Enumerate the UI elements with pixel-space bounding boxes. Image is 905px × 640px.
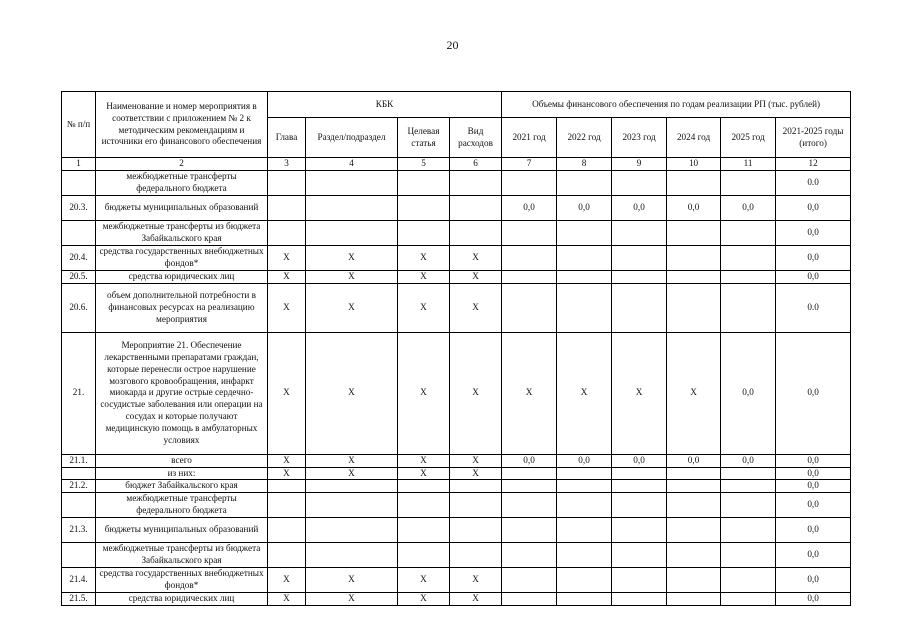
- kbk-cell: [450, 543, 502, 568]
- row-name: межбюджетные трансферты из бюджета Забайкальского края: [96, 543, 268, 568]
- year-cell: 0,0: [612, 195, 667, 220]
- year-cell: [667, 270, 721, 283]
- column-number: 3: [268, 158, 306, 171]
- table-row: [62, 245, 851, 270]
- kbk-cell: [306, 518, 398, 543]
- kbk-cell: [450, 518, 502, 543]
- kbk-cell: X: [398, 568, 450, 593]
- year-cell: [557, 467, 612, 480]
- year-cell: [667, 480, 721, 493]
- year-cell: 0,0: [721, 332, 776, 454]
- column-number: 2: [96, 158, 268, 171]
- row-num: [62, 467, 96, 480]
- total-cell: 0,0: [776, 270, 851, 283]
- year-cell: [612, 518, 667, 543]
- kbk-cell: X: [306, 283, 398, 332]
- year-cell: [557, 593, 612, 606]
- kbk-cell: [398, 543, 450, 568]
- year-cell: [667, 543, 721, 568]
- year-cell: [667, 467, 721, 480]
- kbk-cell: X: [450, 467, 502, 480]
- table-row: [62, 195, 851, 220]
- kbk-cell: X: [450, 332, 502, 454]
- row-name: из них:: [96, 467, 268, 480]
- kbk-cell: [450, 220, 502, 245]
- year-cell: X: [502, 332, 557, 454]
- year-cell: [721, 170, 776, 195]
- kbk-cell: X: [398, 332, 450, 454]
- row-num: 21.4.: [62, 568, 96, 593]
- kbk-cell: [306, 480, 398, 493]
- header-glava: Глава: [268, 118, 306, 158]
- row-num: 21.2.: [62, 480, 96, 493]
- table-row: [62, 270, 851, 283]
- year-cell: X: [612, 332, 667, 454]
- year-cell: [502, 493, 557, 518]
- kbk-cell: X: [306, 245, 398, 270]
- kbk-cell: [268, 480, 306, 493]
- total-cell: 0.0: [776, 170, 851, 195]
- header-y2025: 2025 год: [721, 118, 776, 158]
- year-cell: [502, 220, 557, 245]
- page-number: 20: [446, 38, 459, 52]
- row-name: межбюджетные трансферты федерального бюджета: [96, 493, 268, 518]
- column-number: 8: [557, 158, 612, 171]
- kbk-cell: X: [450, 454, 502, 467]
- year-cell: 0,0: [667, 195, 721, 220]
- total-cell: 0,0: [776, 245, 851, 270]
- row-name: межбюджетные трансферты федерального бюджета: [96, 170, 268, 195]
- year-cell: [721, 467, 776, 480]
- year-cell: [667, 568, 721, 593]
- year-cell: [721, 593, 776, 606]
- kbk-cell: [398, 220, 450, 245]
- kbk-cell: X: [450, 568, 502, 593]
- kbk-cell: [450, 170, 502, 195]
- total-cell: 0,0: [776, 518, 851, 543]
- total-cell: 0,0: [776, 332, 851, 454]
- year-cell: [557, 220, 612, 245]
- row-name: средства юридических лиц: [96, 270, 268, 283]
- kbk-cell: [306, 493, 398, 518]
- table-row: [62, 493, 851, 518]
- year-cell: [557, 568, 612, 593]
- year-cell: 0,0: [502, 454, 557, 467]
- kbk-cell: [306, 543, 398, 568]
- year-cell: X: [667, 332, 721, 454]
- year-cell: [557, 543, 612, 568]
- kbk-cell: [398, 170, 450, 195]
- row-num: 20.5.: [62, 270, 96, 283]
- kbk-cell: [306, 220, 398, 245]
- kbk-cell: X: [398, 454, 450, 467]
- total-cell: 0,0: [776, 195, 851, 220]
- kbk-cell: X: [306, 454, 398, 467]
- year-cell: 0,0: [667, 454, 721, 467]
- finance-table: [61, 91, 851, 606]
- year-cell: [612, 270, 667, 283]
- year-cell: [557, 518, 612, 543]
- row-name: бюджеты муниципальных образований: [96, 195, 268, 220]
- year-cell: [612, 543, 667, 568]
- column-number: 6: [450, 158, 502, 171]
- year-cell: [502, 270, 557, 283]
- year-cell: [612, 568, 667, 593]
- year-cell: [721, 245, 776, 270]
- column-number: 5: [398, 158, 450, 171]
- year-cell: [721, 220, 776, 245]
- year-cell: [502, 543, 557, 568]
- year-cell: [502, 467, 557, 480]
- year-cell: [612, 283, 667, 332]
- year-cell: [502, 518, 557, 543]
- header-razdel: Раздел/подраздел: [306, 118, 398, 158]
- year-cell: 0,0: [612, 454, 667, 467]
- kbk-cell: [306, 195, 398, 220]
- year-cell: [557, 283, 612, 332]
- row-name: бюджеты муниципальных образований: [96, 518, 268, 543]
- kbk-cell: [398, 480, 450, 493]
- kbk-cell: X: [306, 593, 398, 606]
- year-cell: [721, 518, 776, 543]
- total-cell: 0,0: [776, 543, 851, 568]
- header-num: № п/п: [62, 92, 96, 158]
- year-cell: [557, 270, 612, 283]
- row-name: объем дополнительной потребности в финансовых ресурсах на реализацию мероприятия: [96, 283, 268, 332]
- kbk-cell: X: [306, 270, 398, 283]
- year-cell: 0,0: [557, 454, 612, 467]
- header-volumes: Объемы финансового обеспечения по годам реализации РП (тыс. рублей): [502, 92, 851, 118]
- year-cell: [721, 270, 776, 283]
- year-cell: [612, 480, 667, 493]
- row-num: 20.3.: [62, 195, 96, 220]
- kbk-cell: [268, 220, 306, 245]
- year-cell: [667, 170, 721, 195]
- kbk-cell: [306, 170, 398, 195]
- kbk-cell: X: [268, 593, 306, 606]
- row-name: средства юридических лиц: [96, 593, 268, 606]
- year-cell: [721, 480, 776, 493]
- header-y2024: 2024 год: [667, 118, 721, 158]
- row-name: Мероприятие 21. Обеспечение лекарственными препаратами граждан, которые перенесли острое нарушение мозгового кровообращения, инфаркт миокарда и другие острые сердечно-сосудистые заболевания или операции на сосудах и которые получают медицинскую помощь в амбулаторных условиях: [96, 332, 268, 454]
- total-cell: 0,0: [776, 568, 851, 593]
- year-cell: [502, 170, 557, 195]
- kbk-cell: [398, 493, 450, 518]
- total-cell: 0,0: [776, 467, 851, 480]
- header-kbk: КБК: [268, 92, 502, 118]
- table-row: [62, 568, 851, 593]
- year-cell: [557, 493, 612, 518]
- year-cell: [667, 593, 721, 606]
- kbk-cell: X: [450, 593, 502, 606]
- table-row: [62, 332, 851, 454]
- kbk-cell: X: [450, 283, 502, 332]
- year-cell: [612, 467, 667, 480]
- kbk-cell: [268, 170, 306, 195]
- header-vid: Вид расходов: [450, 118, 502, 158]
- row-num: [62, 493, 96, 518]
- total-cell: 0.0: [776, 283, 851, 332]
- table-row: [62, 170, 851, 195]
- table-row: [62, 518, 851, 543]
- kbk-cell: X: [450, 245, 502, 270]
- kbk-cell: X: [268, 332, 306, 454]
- kbk-cell: X: [398, 593, 450, 606]
- year-cell: [612, 170, 667, 195]
- year-cell: 0,0: [502, 195, 557, 220]
- table-row: [62, 467, 851, 480]
- table-row: [62, 220, 851, 245]
- kbk-cell: [268, 195, 306, 220]
- row-num: [62, 543, 96, 568]
- table-row: [62, 593, 851, 606]
- year-cell: [557, 480, 612, 493]
- kbk-cell: X: [268, 454, 306, 467]
- row-name: межбюджетные трансферты из бюджета Забайкальского края: [96, 220, 268, 245]
- kbk-cell: [268, 493, 306, 518]
- kbk-cell: X: [306, 332, 398, 454]
- year-cell: [667, 518, 721, 543]
- year-cell: [502, 283, 557, 332]
- year-cell: [667, 220, 721, 245]
- kbk-cell: X: [398, 270, 450, 283]
- kbk-cell: X: [268, 270, 306, 283]
- kbk-cell: [450, 195, 502, 220]
- column-number: 9: [612, 158, 667, 171]
- kbk-cell: X: [268, 568, 306, 593]
- year-cell: [502, 480, 557, 493]
- year-cell: [721, 283, 776, 332]
- row-num: 21.3.: [62, 518, 96, 543]
- kbk-cell: X: [450, 270, 502, 283]
- year-cell: [721, 543, 776, 568]
- column-number: 10: [667, 158, 721, 171]
- row-num: 20.6.: [62, 283, 96, 332]
- year-cell: [612, 593, 667, 606]
- kbk-cell: X: [398, 467, 450, 480]
- kbk-cell: [398, 518, 450, 543]
- row-num: 20.4.: [62, 245, 96, 270]
- column-number: 12: [776, 158, 851, 171]
- row-name: бюджет Забайкальского края: [96, 480, 268, 493]
- year-cell: [667, 283, 721, 332]
- year-cell: [721, 568, 776, 593]
- kbk-cell: X: [268, 283, 306, 332]
- kbk-cell: [450, 493, 502, 518]
- header-y2023: 2023 год: [612, 118, 667, 158]
- row-name: средства государственных внебюджетных фондов*: [96, 245, 268, 270]
- row-name: средства государственных внебюджетных фондов*: [96, 568, 268, 593]
- year-cell: [502, 568, 557, 593]
- year-cell: [612, 493, 667, 518]
- row-name: всего: [96, 454, 268, 467]
- table-row: [62, 543, 851, 568]
- column-number: 11: [721, 158, 776, 171]
- total-cell: 0,0: [776, 220, 851, 245]
- kbk-cell: X: [398, 245, 450, 270]
- row-num: 21.: [62, 332, 96, 454]
- year-cell: [612, 220, 667, 245]
- header-y2021: 2021 год: [502, 118, 557, 158]
- header-celevaya: Целевая статья: [398, 118, 450, 158]
- total-cell: 0,0: [776, 593, 851, 606]
- column-number: 1: [62, 158, 96, 171]
- table-row: [62, 454, 851, 467]
- year-cell: X: [557, 332, 612, 454]
- kbk-cell: X: [398, 283, 450, 332]
- year-cell: 0,0: [721, 454, 776, 467]
- year-cell: 0,0: [557, 195, 612, 220]
- header-total: 2021-2025 годы (итого): [776, 118, 851, 158]
- kbk-cell: [450, 480, 502, 493]
- kbk-cell: [268, 518, 306, 543]
- header-name: Наименование и номер мероприятия в соответствии с приложением № 2 к методическим рекомендациям и источники его финансового обеспечения: [96, 92, 268, 158]
- kbk-cell: [268, 543, 306, 568]
- column-number: 7: [502, 158, 557, 171]
- row-num: [62, 170, 96, 195]
- kbk-cell: X: [306, 467, 398, 480]
- row-num: [62, 220, 96, 245]
- year-cell: [612, 245, 667, 270]
- total-cell: 0,0: [776, 454, 851, 467]
- header-y2022: 2022 год: [557, 118, 612, 158]
- kbk-cell: [398, 195, 450, 220]
- kbk-cell: X: [268, 467, 306, 480]
- kbk-cell: X: [268, 245, 306, 270]
- row-num: 21.1.: [62, 454, 96, 467]
- year-cell: [502, 593, 557, 606]
- table-row: [62, 480, 851, 493]
- year-cell: [667, 245, 721, 270]
- column-number: 4: [306, 158, 398, 171]
- total-cell: 0,0: [776, 493, 851, 518]
- year-cell: [667, 493, 721, 518]
- row-num: 21.5.: [62, 593, 96, 606]
- year-cell: [557, 245, 612, 270]
- total-cell: 0,0: [776, 480, 851, 493]
- year-cell: [557, 170, 612, 195]
- year-cell: [502, 245, 557, 270]
- year-cell: [721, 493, 776, 518]
- year-cell: 0,0: [721, 195, 776, 220]
- kbk-cell: X: [306, 568, 398, 593]
- table-row: [62, 283, 851, 332]
